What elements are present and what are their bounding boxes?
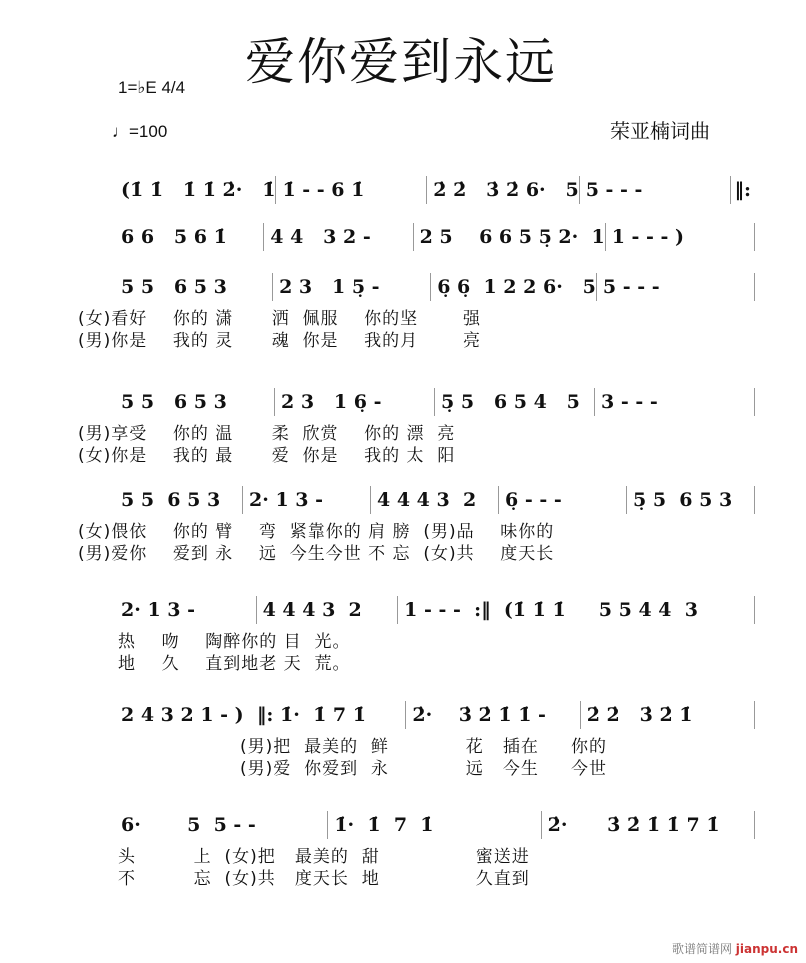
measure: 2 5 6 6 5 5̣ 2· 1 xyxy=(419,226,605,248)
measure: 5 - - - xyxy=(585,179,643,201)
measure: 1 - - - :‖ (1̇ 1̇ 1̇ 5 5 4 4 3 xyxy=(404,599,698,621)
key-signature: 1=♭E 4/4 xyxy=(118,78,186,97)
notation-row xyxy=(115,485,755,515)
lyric-line: 地 久 直到地老 天 荒。 xyxy=(118,654,351,674)
measure: 4 4 3 2 - xyxy=(270,226,371,248)
lyric-line: (男)你是 我的 灵 魂 你是 我的月 亮 xyxy=(78,331,481,351)
measure: 6̣ 6̣ 1 2 2 6· 5 xyxy=(437,276,596,298)
measure: 4 4 4 3 2 xyxy=(262,599,362,621)
measure: 2 3 1 6̣ - xyxy=(281,391,382,413)
song-title: 爱你爱到永远 xyxy=(245,33,557,91)
measure: 6̣ - - - xyxy=(505,489,562,511)
measure: 2̇ 2̇ 3̇ 2̇ 6· 5 xyxy=(433,179,579,201)
barline xyxy=(754,811,755,839)
measure: 1̇· 1̇ 7 1̇ xyxy=(334,814,434,836)
lyric-line: 不 忘 (女)共 度天长 地 久直到 xyxy=(118,869,530,889)
notation-row xyxy=(115,700,755,730)
watermark-url: jianpu.cn xyxy=(735,942,798,956)
lyric-line: (男)爱 你爱到 永 远 今生 今世 xyxy=(240,759,607,779)
lyric-line: 热 吻 陶醉你的 目 光。 xyxy=(118,632,351,652)
measure: 5 5 6 5 3 xyxy=(121,391,227,413)
measure: 5 5 6 5 3 xyxy=(121,489,221,511)
measure: 2 4 3 2 1 - ) ‖: 1̇· 1̇ 7 1̇ xyxy=(121,704,366,726)
measure: 4 4 4 3 2 xyxy=(377,489,477,511)
measure: 2̇· 3̇ 2̇ 1̇ 1̇ - xyxy=(412,704,546,726)
barline xyxy=(754,596,755,624)
notation-row xyxy=(115,810,755,840)
measure: 3 - - - xyxy=(601,391,658,413)
lyric-line: (女)偎依 你的 臂 弯 紧靠你的 肩 膀 (男)品 味你的 xyxy=(78,522,555,542)
measure: 2̇ 2̇ 3̇ 2̇ 1̇ xyxy=(586,704,693,726)
repeat-sign: ‖: xyxy=(734,179,752,201)
measure: 2· 1 3 - xyxy=(249,489,324,511)
notation-row xyxy=(115,222,755,252)
notation-row xyxy=(115,387,755,417)
measure: 2̇· 3̇ 2̇ 1̇ 1̇ 7 1̇ xyxy=(547,814,720,836)
measure: 5̣ 5 6 5 4 5 xyxy=(441,391,580,413)
watermark xyxy=(672,940,798,957)
barline xyxy=(754,273,755,301)
measure: 6· 5 5 - - xyxy=(121,814,256,836)
measure: 6 6 5 6 1̇ xyxy=(121,226,227,248)
tempo-marking: ♩=100 xyxy=(112,122,168,141)
lyric-line: (男)爱你 爱到 永 远 今生今世 不 忘 (女)共 度天长 xyxy=(78,544,555,564)
barline xyxy=(754,701,755,729)
notation-row xyxy=(115,272,755,302)
watermark-text: 歌谱简谱网 xyxy=(671,942,732,956)
lyric-line: (女)看好 你的 潇 洒 佩服 你的坚 强 xyxy=(78,309,481,329)
measure: 2· 1 3 - xyxy=(121,599,196,621)
measure: 5̣ 5 6 5 3 xyxy=(633,489,733,511)
measure: 5 - - - xyxy=(602,276,660,298)
measure: (1̇ 1̇ 1̇ 1̇ 2̇· 1̇ xyxy=(121,179,276,201)
lyric-line: 头 上 (女)把 最美的 甜 蜜送进 xyxy=(118,847,530,867)
notation-row xyxy=(115,175,755,205)
measure: 1̇ - - 6 1̇ xyxy=(282,179,365,201)
lyric-line: (男)把 最美的 鲜 花 插在 你的 xyxy=(240,737,607,757)
measure: 1 - - - ) xyxy=(611,226,685,248)
lyric-line: (女)你是 我的 最 爱 你是 我的 太 阳 xyxy=(78,446,456,466)
composer-credit: 荣亚楠词曲 xyxy=(610,119,710,143)
barline xyxy=(754,388,755,416)
barline xyxy=(754,486,755,514)
measure: 2 3 1 5̣ - xyxy=(279,276,380,298)
lyric-line: (男)享受 你的 温 柔 欣赏 你的 漂 亮 xyxy=(78,424,456,444)
notation-row xyxy=(115,595,755,625)
measure: 5 5 6 5 3 xyxy=(121,276,227,298)
barline xyxy=(754,223,755,251)
